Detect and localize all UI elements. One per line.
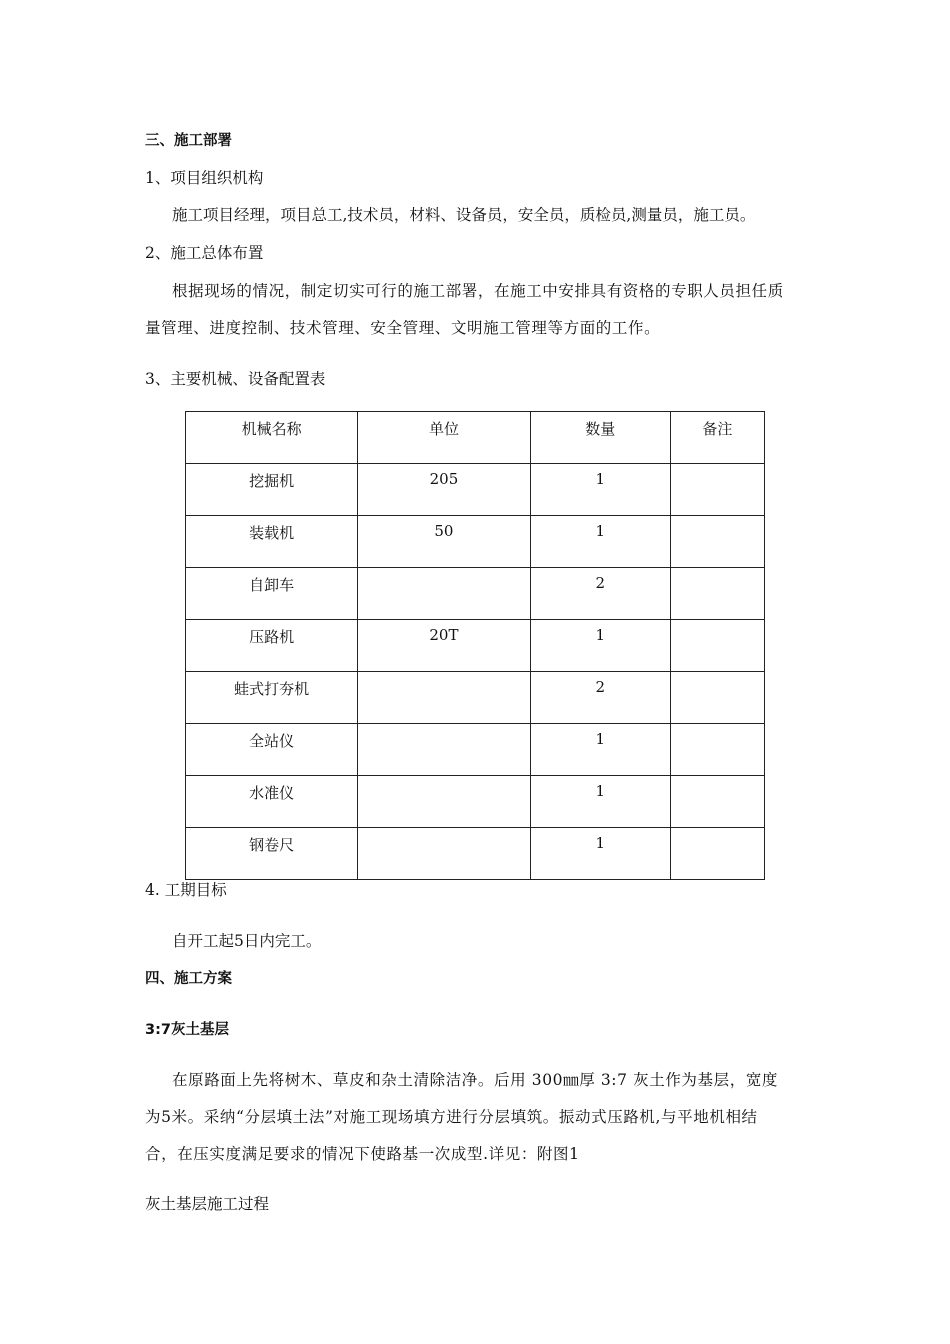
lime-soil-text-line1: 在原路面上先将树木、草皮和杂土清除洁净。后用 300㎜厚 3:7 灰土作为基层，宽度 [172,1071,779,1089]
table-cell [670,776,764,828]
table-row [186,672,765,724]
table-cell: 1 [530,464,670,516]
subsection-3-2-title: 2、施工总体布置 [145,244,264,262]
table-row [186,516,765,568]
table-header-cell: 数量 [530,412,670,464]
subsection-3-1-title: 1、项目组织机构 [145,169,264,187]
figure-caption: 灰土基层施工过程 [145,1195,270,1213]
table-cell: 205 [358,464,530,516]
table-cell: 2 [530,568,670,620]
table-cell: 装载机 [186,516,358,568]
subsection-3-1-text: 施工项目经理，项目总工,技术员，材料、设备员，安全员，质检员,测量员，施工员。 [172,206,756,224]
table-cell [358,724,530,776]
table-cell: 1 [530,620,670,672]
table-cell [670,620,764,672]
table-header-cell: 单位 [358,412,530,464]
table-cell [670,568,764,620]
table-cell: 50 [358,516,530,568]
table-cell: 挖掘机 [186,464,358,516]
table-cell: 1 [530,516,670,568]
equipment-table [185,411,765,880]
table-cell: 压路机 [186,620,358,672]
table-cell: 20T [358,620,530,672]
lime-soil-text-line3: 合，在压实度满足要求的情况下使路基一次成型.详见：附图1 [145,1145,580,1163]
table-cell [670,516,764,568]
table-cell: 1 [530,724,670,776]
table-row [186,828,765,880]
table-cell [358,568,530,620]
table-cell: 1 [530,828,670,880]
table-row [186,464,765,516]
subheading-lime-soil-base: 3:7灰土基层 [145,1022,229,1038]
table-cell [358,672,530,724]
table-cell [670,464,764,516]
table-cell: 1 [530,776,670,828]
subsection-3-2-text-line2: 量管理、进度控制、技术管理、安全管理、文明施工管理等方面的工作。 [145,319,661,337]
table-cell [358,776,530,828]
lime-soil-text-line2: 为5米。采纳“分层填土法”对施工现场填方进行分层填筑。振动式压路机,与平地机相结 [145,1108,758,1126]
table-cell: 钢卷尺 [186,828,358,880]
table-row [186,620,765,672]
table-cell [670,672,764,724]
table-header-row [186,412,765,464]
table-cell: 2 [530,672,670,724]
table-cell [670,724,764,776]
table-cell: 全站仪 [186,724,358,776]
table-cell: 水准仪 [186,776,358,828]
table-cell: 蛙式打夯机 [186,672,358,724]
table-header-cell: 备注 [670,412,764,464]
section-4-title: 四、施工方案 [145,971,232,987]
table-cell: 自卸车 [186,568,358,620]
section-3-title: 三、施工部署 [145,133,232,149]
subsection-3-2-text-line1: 根据现场的情况，制定切实可行的施工部署，在施工中安排具有资格的专职人员担任质 [172,282,784,300]
table-row [186,724,765,776]
subsection-4-title: 4. 工期目标 [145,881,227,899]
table-cell [670,828,764,880]
table-cell [358,828,530,880]
table-row [186,568,765,620]
table-header-cell: 机械名称 [186,412,358,464]
subsection-4-text: 自开工起5日内完工。 [172,932,322,950]
subsection-3-3-title: 3、主要机械、设备配置表 [145,370,326,388]
table-row [186,776,765,828]
